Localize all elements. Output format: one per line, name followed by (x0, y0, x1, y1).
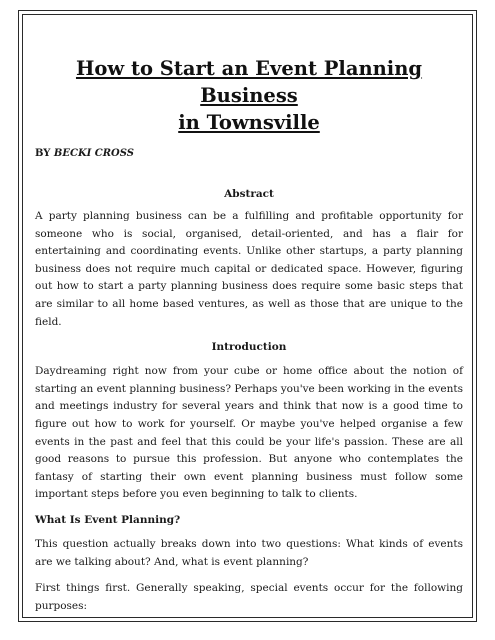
byline-prefix: BY (35, 148, 54, 159)
title-line-1: How to Start an Event Planning Business (75, 57, 423, 107)
first-things-paragraph: First things first. Generally speaking, special events occur for the following purposes: (35, 582, 463, 612)
spacer (35, 331, 463, 340)
spacer (35, 504, 463, 513)
document-title (35, 55, 463, 136)
introduction-paragraph: Daydreaming right now from your cube or home office about the notion of starting an event planning business? Perhaps you've been working in the events and meetings industry for several years and think that now is a good time to figure out how to work for yourself. Or maybe you've helped organise a few events in the past and feel that this could be your life's passion. These are all good reasons to pursue this profession. But anyone who contemplates the fantasy of starting their own event planning business must follow some important steps before you even beginning to talk to clients. (35, 365, 463, 501)
what-is-event-planning-paragraph: This question actually breaks down into two questions: What kinds of events are we talking about? And, what is event planning? (35, 537, 463, 568)
introduction-heading: Introduction (211, 341, 287, 354)
byline (35, 147, 463, 161)
title-line-2: in Townsville (178, 111, 320, 134)
abstract-paragraph: A party planning business can be a fulfilling and profitable opportunity for someone who is social, organised, detail-oriented, and has a flair for entertaining and coordinating events. Unlike other startups, a party planning business does not require much capital or dedicated space. However, figuring out how to start a party planning business does require some basic steps that are similar to all home based ventures, as well as those that are unique to the field. (35, 210, 463, 328)
spacer (35, 354, 463, 363)
spacer (35, 161, 463, 187)
author-name: BECKI CROSS (53, 148, 134, 159)
spacer (35, 527, 463, 536)
spacer (35, 201, 463, 208)
spacer (35, 571, 463, 580)
what-is-event-planning-heading: What Is Event Planning? (35, 513, 181, 526)
document-content (35, 55, 463, 615)
abstract-heading: Abstract (224, 188, 274, 200)
